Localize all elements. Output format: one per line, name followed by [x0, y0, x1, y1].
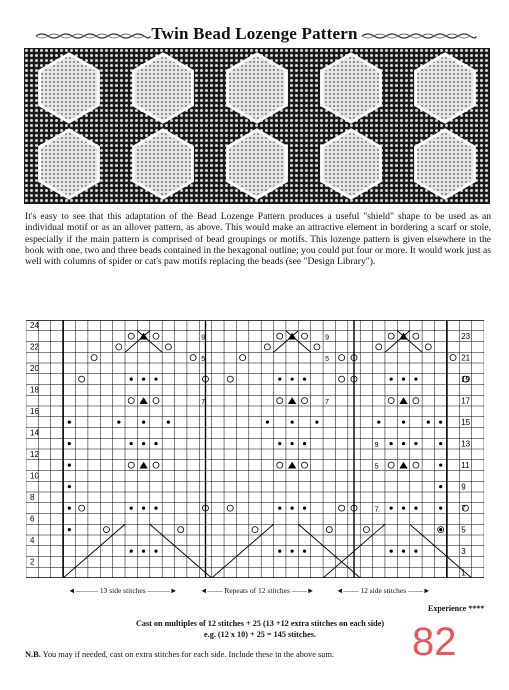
bead-symbol [278, 507, 281, 510]
row-label-left: 24 [30, 321, 39, 331]
row-label-left: 8 [30, 493, 35, 503]
double-decrease-symbol [288, 397, 296, 404]
bead-symbol [439, 485, 442, 488]
row-label-left: 20 [30, 364, 39, 374]
cast-on-instructions [80, 618, 440, 640]
cell-number: 7 [325, 398, 329, 406]
bead-symbol [303, 378, 306, 381]
row-label-right: 3 [461, 546, 466, 556]
bead-symbol [130, 442, 133, 445]
cast-on-line-1: Cast on multiples of 12 stitches + 25 (13 +12 extra stitches on each side) [135, 619, 385, 628]
yarn-over-symbol [116, 344, 122, 350]
yarn-over-symbol [450, 355, 456, 361]
bead-symbol [414, 442, 417, 445]
bead-symbol [303, 550, 306, 553]
bead-symbol [266, 421, 269, 424]
row-label-right: 5 [461, 525, 466, 535]
lace-hexagon [416, 54, 475, 122]
bead-symbol [390, 550, 393, 553]
lace-hexagon [322, 54, 381, 122]
lace-hexagon [40, 130, 99, 198]
bead-symbol [402, 378, 405, 381]
cell-number: 5 [201, 355, 206, 363]
yarn-over-symbol [302, 333, 308, 339]
bead-symbol [142, 507, 145, 510]
yarn-over-symbol [277, 462, 283, 468]
bead-symbol [303, 442, 306, 445]
row-label-right: 9 [461, 482, 466, 492]
cell-number: 9 [374, 441, 379, 449]
double-decrease-symbol [139, 462, 147, 469]
yarn-over-symbol [388, 398, 394, 404]
bead-symbol [377, 421, 380, 424]
bead-symbol [427, 421, 430, 424]
title-row [0, 24, 509, 46]
yarn-over-symbol [190, 355, 196, 361]
bead-symbol [130, 378, 133, 381]
bead-symbol [130, 550, 133, 553]
bead-symbol [402, 421, 405, 424]
row-label-left: 22 [30, 342, 39, 352]
bead-symbol [439, 464, 442, 467]
decrease-line [63, 524, 125, 578]
yarn-over-symbol [79, 505, 85, 511]
bead-symbol [68, 442, 71, 445]
yarn-over-symbol [227, 505, 233, 511]
yarn-over-symbol [178, 527, 184, 533]
yarn-over-symbol [277, 398, 283, 404]
yarn-over-symbol [339, 355, 345, 361]
double-decrease-symbol [288, 462, 296, 469]
row-label-right: 11 [461, 460, 470, 470]
row-label-right: 23 [461, 331, 471, 341]
bead-symbol [68, 464, 71, 467]
yarn-over-symbol [413, 398, 419, 404]
bead-symbol [117, 421, 120, 424]
lace-hexagon [228, 130, 287, 198]
lace-swatch-photo [24, 48, 490, 204]
bead-symbol [142, 550, 145, 553]
decrease-line [212, 524, 274, 578]
row-label-left: 18 [30, 385, 39, 395]
bead-symbol [154, 507, 157, 510]
bead-symbol [278, 550, 281, 553]
bead-symbol [291, 442, 294, 445]
row-label-left: 12 [30, 450, 39, 460]
bead-symbol [402, 507, 405, 510]
yarn-over-symbol [413, 333, 419, 339]
experience-rating: Experience **** [428, 604, 485, 613]
cell-number: 5 [374, 463, 379, 471]
bead-symbol [278, 378, 281, 381]
page-number: 82 [412, 620, 457, 664]
cell-number: 7 [374, 506, 379, 514]
bead-symbol [402, 442, 405, 445]
yarn-over-symbol [91, 355, 97, 361]
bead-symbol [291, 421, 294, 424]
repeat-stitches-label: ◄—— Repeats of 12 stitches ——► [200, 586, 315, 595]
bead-symbol [142, 421, 145, 424]
bead-symbol [402, 550, 405, 553]
yarn-over-symbol [413, 462, 419, 468]
yarn-over-symbol [339, 505, 345, 511]
bead-symbol [439, 421, 442, 424]
lace-hexagon [322, 130, 381, 198]
bead-symbol [303, 507, 306, 510]
bead-symbol [315, 421, 318, 424]
cell-number: 5 [325, 355, 329, 363]
bead-symbol [154, 442, 157, 445]
bead-symbol [414, 378, 417, 381]
row-label-right: 21 [461, 353, 471, 363]
knitting-chart [26, 320, 484, 578]
bead-symbol [439, 442, 442, 445]
yarn-over-symbol [128, 333, 134, 339]
bead-symbol [390, 442, 393, 445]
yarn-over-symbol [264, 344, 270, 350]
lace-hexagon [134, 54, 193, 122]
bead-symbol [142, 442, 145, 445]
cell-number: 9 [201, 334, 206, 342]
row-label-left: 6 [30, 514, 35, 524]
bead-symbol [142, 378, 145, 381]
bead-symbol [439, 507, 442, 510]
left-side-stitches-label: ◄——— 13 side stitches ———► [68, 586, 178, 595]
bead-symbol [154, 378, 157, 381]
yarn-over-symbol [103, 527, 109, 533]
lace-hexagon [134, 130, 193, 198]
bead-symbol [291, 550, 294, 553]
bead-symbol [68, 421, 71, 424]
row-label-right: 13 [461, 439, 471, 449]
nb-note [25, 650, 334, 659]
cell-number: 7 [201, 398, 206, 406]
yarn-over-symbol [240, 355, 246, 361]
bead-symbol [414, 507, 417, 510]
bead-symbol [439, 528, 442, 531]
yarn-over-symbol [339, 376, 345, 382]
row-label-right: 15 [461, 417, 471, 427]
yarn-over-symbol [252, 527, 258, 533]
row-label-right: 19 [461, 374, 471, 384]
yarn-over-symbol [314, 344, 320, 350]
row-label-right: 7 [461, 503, 466, 513]
bead-symbol [414, 550, 417, 553]
yarn-over-symbol [388, 333, 394, 339]
yarn-over-symbol [227, 376, 233, 382]
double-decrease-symbol [399, 397, 407, 404]
bead-symbol [68, 528, 71, 531]
lace-hexagon [416, 130, 475, 198]
double-decrease-symbol [139, 397, 147, 404]
row-label-left: 16 [30, 407, 39, 417]
yarn-over-symbol [165, 344, 171, 350]
yarn-over-symbol [425, 344, 431, 350]
cast-on-line-2: e.g. (12 x 10) + 25 = 145 stitches. [204, 630, 316, 639]
yarn-over-symbol [388, 462, 394, 468]
scroll-ornament-right-icon [360, 32, 478, 40]
yarn-over-symbol [153, 462, 159, 468]
bead-symbol [68, 507, 71, 510]
yarn-over-symbol [376, 344, 382, 350]
nb-text: You may if needed, cast on extra stitches for each side. Include these in the above sum. [40, 650, 335, 659]
intro-paragraph: It's easy to see that this adaptation of the Bead Lozenge Pattern produces a useful "shield" shape to be used as an individual motif or as an allover pattern, as above. This would make an attractive element in bordering a scarf or stole, especially if the main pattern is comprised of bead groupings or motifs. This lozenge pattern is given elsewhere in the book with one, two and three beads contained in the hexagonal outline; you could put four or more. It would work just as well with columns of spider or cat's paw motifs replacing the beads (see "Design Library"). [25, 211, 491, 268]
bead-symbol [390, 378, 393, 381]
row-label-right: 1 [461, 568, 466, 578]
yarn-over-symbol [326, 527, 332, 533]
lace-hexagon [40, 54, 99, 122]
nb-label: N.B. [25, 650, 41, 659]
yarn-over-symbol [302, 398, 308, 404]
bead-symbol [130, 507, 133, 510]
yarn-over-symbol [79, 376, 85, 382]
bead-symbol [390, 507, 393, 510]
row-label-left: 2 [30, 557, 35, 567]
yarn-over-symbol [302, 462, 308, 468]
right-side-stitches-label: ◄—— 12 side stitches ——► [336, 586, 431, 595]
yarn-over-symbol [128, 462, 134, 468]
yarn-over-symbol [153, 333, 159, 339]
bead-symbol [278, 442, 281, 445]
row-label-left: 4 [30, 536, 35, 546]
bead-symbol [291, 378, 294, 381]
cell-number: 9 [325, 334, 329, 342]
page-title: Twin Bead Lozenge Pattern [151, 24, 358, 43]
row-label-left: 14 [30, 428, 39, 438]
bead-symbol [291, 507, 294, 510]
row-label-right: 17 [461, 396, 471, 406]
bead-symbol [167, 421, 170, 424]
bead-symbol [154, 550, 157, 553]
row-label-left: 10 [30, 471, 39, 481]
yarn-over-symbol [363, 527, 369, 533]
lace-hexagon [228, 54, 287, 122]
yarn-over-symbol [128, 398, 134, 404]
bead-symbol [68, 485, 71, 488]
double-decrease-symbol [399, 462, 407, 469]
yarn-over-symbol [153, 398, 159, 404]
yarn-over-symbol [277, 333, 283, 339]
